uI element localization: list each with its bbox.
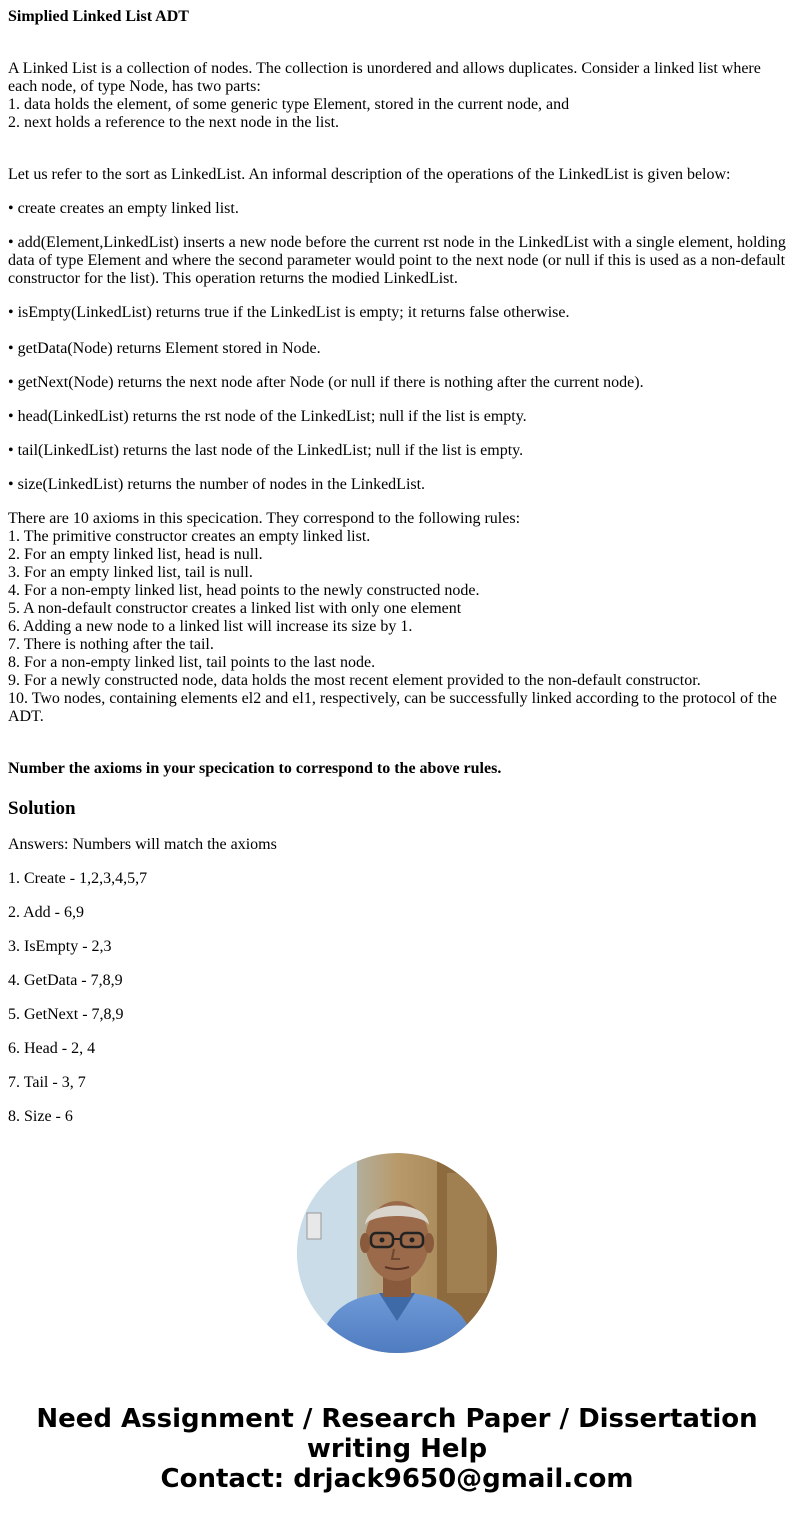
solution-intro: Answers: Numbers will match the axioms [8,836,277,853]
intro-paragraph [8,60,788,132]
axiom-item: 8. For a non-empty linked list, tail points to the last node. [8,654,376,671]
axiom-item: 5. A non-default constructor creates a linked list with only one element [8,600,462,617]
axiom-item: 9. For a newly constructed node, data holds the most recent element provided to the non-default constructor. [8,672,701,689]
operation-item: • getData(Node) returns Element stored in Node. [8,340,321,357]
operation-item: • head(LinkedList) returns the rst node of the LinkedList; null if the list is empty. [8,408,527,425]
operations-list [8,184,788,494]
intro-line: 2. next holds a reference to the next node in the list. [8,114,340,131]
operation-item: • getNext(Node) returns the next node after Node (or null if there is nothing after the current node). [8,374,644,391]
axiom-item: 7. There is nothing after the tail. [8,636,214,653]
axiom-item: 4. For a non-empty linked list, head points to the newly constructed node. [8,582,480,599]
answer-item: 1. Create - 1,2,3,4,5,7 [8,870,148,887]
promo-banner [0,1404,794,1494]
document-content [8,0,788,1126]
answer-item: 6. Head - 2, 4 [8,1040,96,1057]
promo-line: Need Assignment / Research Paper / Dissertation [36,1404,758,1434]
solution-heading: Solution [8,798,76,819]
author-photo [297,1153,497,1353]
operation-item: • tail(LinkedList) returns the last node of the LinkedList; null if the list is empty. [8,442,524,459]
axioms-list [8,510,788,726]
answer-item: 2. Add - 6,9 [8,904,84,921]
answer-item: 7. Tail - 3, 7 [8,1074,86,1091]
axiom-item: 3. For an empty linked list, tail is null. [8,564,253,581]
operation-item: • size(LinkedList) returns the number of nodes in the LinkedList. [8,476,426,493]
answer-item: 8. Size - 6 [8,1108,73,1125]
answer-item: 5. GetNext - 7,8,9 [8,1006,124,1023]
sort-intro: Let us refer to the sort as LinkedList. An informal description of the operations of the LinkedList is given below: [8,166,731,183]
author-avatar [297,1153,497,1353]
answer-item: 3. IsEmpty - 2,3 [8,938,112,955]
promo-contact: Contact: drjack9650@gmail.com [160,1464,634,1494]
answer-item: 4. GetData - 7,8,9 [8,972,123,989]
document-title: Simplied Linked List ADT [8,8,189,25]
operation-item: • isEmpty(LinkedList) returns true if the LinkedList is empty; it returns false otherwise. [8,304,570,321]
operation-item: • create creates an empty linked list. [8,200,239,217]
axiom-item: 1. The primitive constructor creates an empty linked list. [8,528,371,545]
axiom-item: 10. Two nodes, containing elements el2 and el1, respectively, can be successfully linked according to the protocol of the ADT. [8,690,777,725]
instruction: Number the axioms in your specication to correspond to the above rules. [8,760,502,777]
axiom-item: 6. Adding a new node to a linked list will increase its size by 1. [8,618,413,635]
answers-list [8,854,788,1126]
intro-line: A Linked List is a collection of nodes. The collection is unordered and allows duplicates. Consider a linked list where each node, of type Node, has two parts: [8,60,761,95]
intro-line: 1. data holds the element, of some generic type Element, stored in the current node, and [8,96,570,113]
operation-item: • add(Element,LinkedList) inserts a new node before the current rst node in the LinkedList with a single element, holding data of type Element and where the second parameter would point to the next node (or null if this is used as a non-default constructor for the list). This operation returns the modied LinkedList. [8,234,786,287]
axiom-item: 2. For an empty linked list, head is null. [8,546,263,563]
promo-line: writing Help [306,1434,488,1464]
axioms-intro: There are 10 axioms in this specication. They correspond to the following rules: [8,510,521,527]
